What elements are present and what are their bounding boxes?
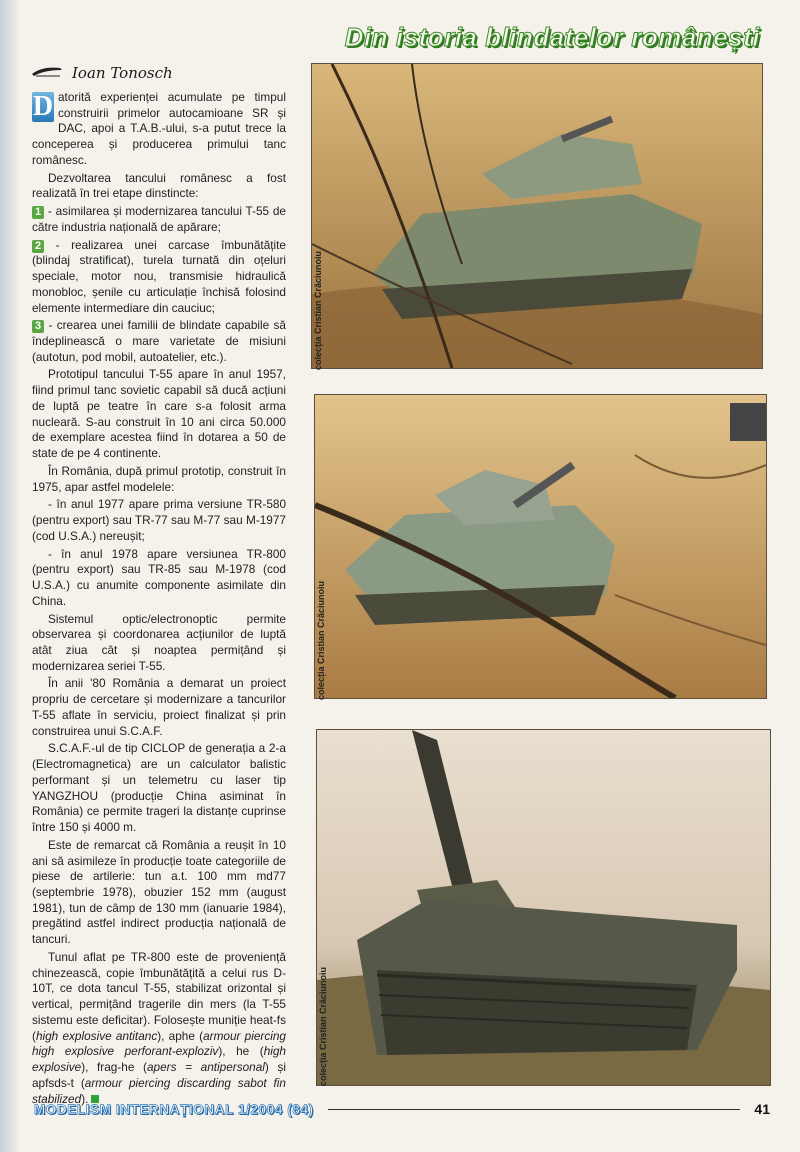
tank-photo-1	[311, 63, 763, 369]
text-run-italic: armour piercing discarding sabot fin stabilized	[32, 1075, 286, 1106]
photo-credit: colecția Cristian Crăciunoiu	[313, 250, 323, 370]
paragraph-final	[32, 950, 286, 1107]
list-number: 2	[32, 240, 44, 253]
author-name: Ioan Tonosch	[72, 64, 173, 82]
list-number: 1	[32, 206, 44, 219]
list-item-text: - crearea unei familii de blindate capabile să îndeplinească o mare varietate de misiuni (autotun, pod mobil, autoatelier, etc.).	[32, 318, 286, 364]
text-run-italic: apers = antipersonal	[146, 1060, 265, 1075]
paragraph: În anii '80 România a demarat un proiect propriu de cercetare și modernizare a tancurilor T-55 aflate în serviciu, proiect finalizat și prin construirea unui S.C.A.F.	[32, 676, 286, 738]
paragraph: Este de remarcat că România a reușit în 10 ani să asimileze în producție toate categoriile de piese de artilerie: tun a.t. 100 mm md77 (septembrie 1978), obuzier 152 mm (august 1981), tun de câmp de 130 mm (ianuarie 1984), pregătind astfel indirect producția națională de tancuri.	[32, 837, 286, 947]
paragraph-text: atorită experienței acumulate pe timpul construirii primelor autocamioane SR și DAC, apoi a T.A.B.-ului, s-a putut trece la conceperea și producerea primului tanc românesc.	[32, 90, 286, 167]
pen-nib-icon	[30, 64, 64, 83]
text-run: ), aphe (	[157, 1028, 204, 1043]
tank-photo-3	[316, 729, 771, 1086]
text-run: ), he (	[218, 1044, 264, 1059]
article-body	[32, 90, 286, 1109]
paragraph: - în anul 1978 apare versiunea TR-800 (pentru export) sau TR-85 sau M-1978 (cod U.S.A.) cu anumite componente asimilate din China.	[32, 546, 286, 608]
page-edge	[0, 0, 20, 1152]
paragraph-intro	[32, 90, 286, 169]
text-run: Tunul aflat pe TR-800 este de proveniență chinezească, copie îmbunătățită a celui rus D-10T, ce dota tancul T-55, stabilizat orizontal și vertical, permițând tragerile din mers (la T-55 sistemu este deficitar). Folosește muniție heat-fs (	[32, 949, 286, 1043]
text-run: ).	[81, 1091, 89, 1106]
text-run: ), frag-he (	[81, 1060, 147, 1075]
paragraph: Dezvoltarea tancului românesc a fost realizată în trei etape dinstincte:	[32, 170, 286, 201]
list-item-text: - realizarea unei carcase îmbunătățite (blindaj stratificat), turela turnată din oțeluri speciale, motor nou, transmisie hidraulică monobloc, șenile cu articulație închisă folosind elemente intermediare din cauciuc;	[32, 237, 286, 315]
paragraph: - în anul 1977 apare prima versiune TR-580 (pentru export) sau TR-77 sau M-77 sau M-1977 (cod U.S.A.) nereușit;	[32, 497, 286, 543]
paragraph: S.C.A.F.-ul de tip CICLOP de generația a 2-a (Electromagnetica) are un calculator balistic performant și un telemetru cu laser tip YANGZHOU (producție China asiminat în România) ce permite trageri la distanțe cuprinse între 150 și 4000 m.	[32, 741, 286, 835]
footer-rule	[328, 1109, 741, 1110]
list-item	[32, 204, 286, 235]
list-item	[32, 238, 286, 317]
text-run-italic: high explosive antitanc	[35, 1028, 158, 1043]
page-title: Din istoria blindatelor românești	[344, 22, 760, 52]
tank-photo-2	[314, 394, 767, 699]
drop-cap: D	[32, 91, 54, 122]
page-number: 41	[754, 1101, 770, 1117]
list-item-text: - asimilarea și modernizarea tancului T-55 de către industria națională de apărare;	[32, 204, 286, 234]
page-footer	[34, 1098, 770, 1120]
paragraph: Prototipul tancului T-55 apare în anul 1957, fiind primul tanc sovietic capabil să ducă acțiuni de luptă pe teatre în care s-a folosit arma nucleară. S-au construit în 10 ani circa 50.000 de exemplare acestea fiind în dotarea a 50 de state de pe 4 continente.	[32, 367, 286, 461]
paragraph: Sistemul optic/electronoptic permite observarea și coordonarea acțiunilor de luptă atât ziua cât și noaptea permițând și modernizarea seriei T-55.	[32, 611, 286, 673]
list-number: 3	[32, 320, 44, 333]
text-run-italic: high explosive	[32, 1044, 286, 1075]
text-run-italic: armour piercing high explosive perforant-exploziv	[32, 1028, 286, 1059]
magazine-issue: MODELISM INTERNAȚIONAL 1/2004 (84)	[34, 1101, 314, 1117]
list-item	[32, 318, 286, 365]
photo-credit: colecția Cristian Crăciunoiu	[316, 580, 326, 700]
photo-credit: colecția Cristian Crăciunoiu	[318, 966, 328, 1086]
paragraph: În România, după primul prototip, construit în 1975, apar astfel modelele:	[32, 463, 286, 494]
author-line	[30, 62, 173, 84]
text-run: ) și apfsds-t (	[32, 1060, 286, 1090]
